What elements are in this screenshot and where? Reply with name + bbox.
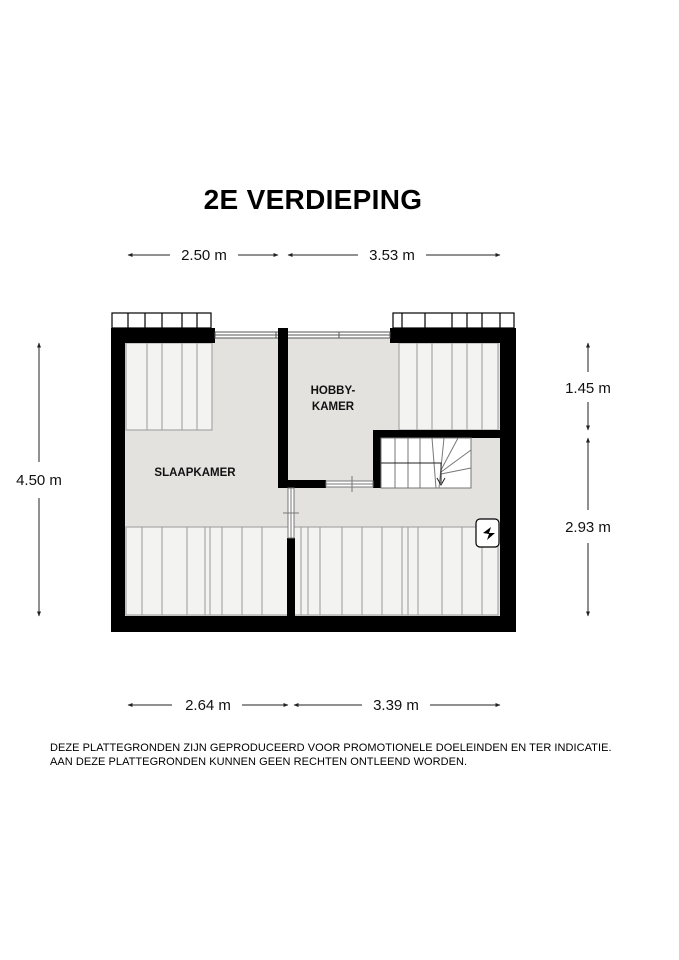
- dimension-label-left: 4.50 m: [16, 472, 62, 489]
- room-label-hobby-line2: KAMER: [311, 401, 355, 413]
- window-top: [215, 332, 390, 338]
- dimension-label-bottom-left: 2.64 m: [185, 697, 231, 714]
- dormer-left: [112, 313, 211, 328]
- disclaimer-line-1: DEZE PLATTEGRONDEN ZIJN GEPRODUCEERD VOOR PROMOTIONELE DOELEINDEN EN TER INDICATIE.: [50, 742, 612, 754]
- staircase: [381, 438, 471, 488]
- roof-slope-bottom: [126, 527, 498, 615]
- disclaimer-line-2: AAN DEZE PLATTEGRONDEN KUNNEN GEEN RECHTEN ONTLEEND WORDEN.: [50, 755, 468, 768]
- dormer-right: [393, 313, 514, 328]
- dimension-label-top-left: 2.50 m: [181, 247, 227, 264]
- room-label-bedroom: SLAAPKAMER: [154, 467, 236, 479]
- roof-slope-top-right: [399, 343, 498, 430]
- vent-icon: [476, 519, 499, 547]
- dimension-label-top-right: 3.53 m: [369, 247, 415, 264]
- dimension-label-bottom-right: 3.39 m: [373, 697, 419, 714]
- dimension-label-right-lower: 2.93 m: [565, 519, 611, 536]
- roof-slope-top-left: [126, 343, 212, 430]
- disclaimer: [50, 742, 612, 769]
- dimension-label-right-upper: 1.45 m: [565, 380, 611, 397]
- floor-title: 2E VERDIEPING: [203, 184, 423, 215]
- room-label-hobby-line1: HOBBY-: [310, 385, 356, 397]
